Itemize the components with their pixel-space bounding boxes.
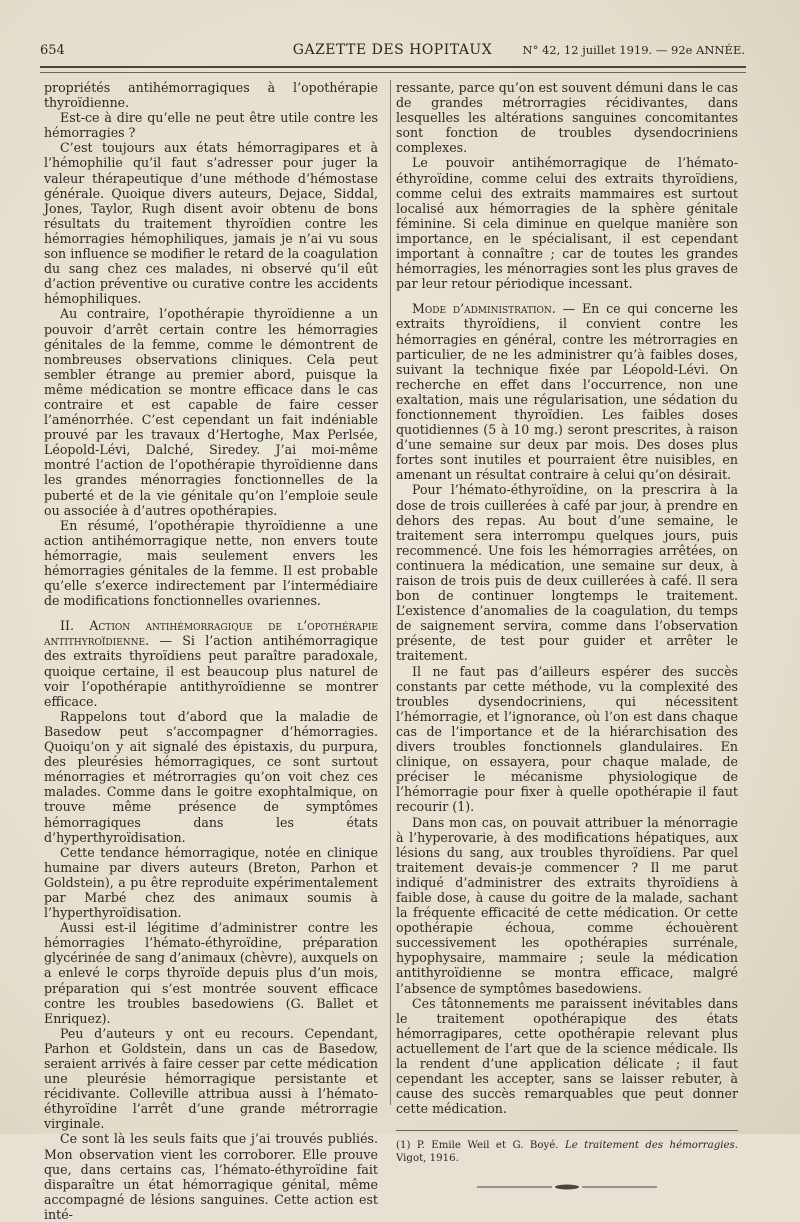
left-column <box>44 80 378 1222</box>
end-ornament <box>396 1179 738 1194</box>
page-header <box>40 40 745 62</box>
issue-info: N° 42, 12 juillet 1919. — 92e ANNÉE. <box>522 43 745 57</box>
paragraph: Est-ce à dire qu’elle ne peut être utile contre les hémorragies ? <box>44 110 378 141</box>
paragraph: Cette tendance hémorragique, notée en clinique humaine par divers auteurs (Breton, Parhon et Goldstein), a pu être reproduite expérimentalement par Marbé chez des animaux soumis à l’hyperthyroïdisation. <box>44 844 378 921</box>
paragraph: Rappelons tout d’abord que la maladie de Basedow peut s’accompagner d’hémorragies. Quoiqu’on y ait signalé des épistaxis, du purpura, des pleurésies hémorragiques, ce sont surtout ménorragies et métrorragies qu’on voit chez ces malades. Comme dans le goitre exophtalmique, on trouve même présence de symptômes hémorragiques dans les états d’hyperthyroïdisation. <box>44 708 378 845</box>
header-rule <box>40 66 746 68</box>
section-text: — Si l’action antihémorragique des extraits thyroïdiens peut paraître paradoxale, quoique certaine, il est beaucoup plus naturel de voir l’opothérapie antithyroïdienne se montrer efficace. <box>44 633 378 709</box>
footnote-authors: (1) P. Emile Weil et G. Boyé. <box>396 1140 565 1152</box>
column-divider <box>390 80 391 1105</box>
section-heading: II. Action antihémorragique de l’opothérapie antithyroïdienne. <box>44 618 378 649</box>
paragraph: Pour l’hémato-éthyroïdine, on la prescrira à la dose de trois cuillerées à café par jour, à prendre en dehors des repas. Au bout d’une semaine, le traitement sera interrompu quelques jours, puis recommencé. Une fois les hémorragies arrêtées, on continuera la médication, une semaine sur deux, à raison de trois puis de deux cuillerées à café. Il sera bon de continuer longtemps le traitement. L’existence d’anomalies de la coagulation, du temps de saignement servira, comme dans l’observation présente, de test pour guider et arrêter le traitement. <box>396 482 738 664</box>
paragraph: Ce sont là les seuls faits que j’ai trouvés publiés. Mon observation vient les corroborer. Elle prouve que, dans certains cas, l’hémato-éthyroïdine fait disparaître un état hémorragique génital, même accompagné de lésions sanguines. Cette action est inté- <box>44 1131 378 1222</box>
paragraph: C’est toujours aux états hémorragipares et à l’hémophilie qu’il faut s’adresser pour juger la valeur thérapeutique d’une méthode d’hémostase générale. Quoique divers auteurs, Dejace, Siddal, Jones, Taylor, Rugh disent avoir obtenu de bons résultats du traitement thyroïdien contre les hémorragies hémophiliques, jamais je n’ai vu sous son influence se modifier le retard de la coagulation du sang chez ces malades, ni observé qu’il eût d’action préventive ou curative contre les accidents hémophiliques. <box>44 140 378 307</box>
paragraph: ressante, parce qu’on est souvent démuni dans le cas de grandes métrorragies récidivantes, dans lesquelles les altérations sanguines concomitantes sont fonction de troubles dysendocriniens complexes. <box>396 80 738 156</box>
paragraph: Ces tâtonnements me paraissent inévitables dans le traitement opothérapique des états hémorragipares, cette opothérapie relevant plus actuellement de l’art que de la science médicale. Ils la rendent d’une application délicate ; il faut cependant les accepter, sans se laisser rebuter, à cause des succès remarquables que peut donner cette médication. <box>396 995 738 1117</box>
footnote-publisher: Vigot, 1916. <box>396 1153 459 1165</box>
paragraph: Au contraire, l’opothérapie thyroïdienne a un pouvoir d’arrêt certain contre les hémorragies génitales de la femme, comme le démontrent de nombreuses observations cliniques. Cela peut sembler étrange au premier abord, puisque la même médication se montre efficace dans le cas contraire et est capable de faire cesser l’aménorrhée. C’est cependant un fait indéniable prouvé par les travaux d’Hertoghe, Max Perlsée, Léopold-Lévi, Dalché, Siredey. J’ai moi-même montré l’action de l’opothérapie thyroïdienne dans les grandes ménorragies fonctionnelles de la puberté et de la vie génitale qu’on l’emploie seule ou associée à d’autres opothérapies. <box>44 306 378 518</box>
paragraph: Peu d’auteurs y ont eu recours. Cependant, Parhon et Goldstein, dans un cas de Basedow, seraient arrivés à faire cesser par cette médication une pleurésie hémorragique persistante et récidivante. Colleville attribua aussi à l’hémato-éthyroïdine l’arrêt d’une grande métrorragie virginale. <box>44 1025 378 1132</box>
footnote-rule <box>396 1130 738 1131</box>
paragraph: En résumé, l’opothérapie thyroïdienne a une action antihémorragique nette, non envers toute hémorragie, mais seulement envers les hémorragies génitales de la femme. Il est probable qu’elle s’exerce indirectement par l’intermédiaire de modifications fonctionnelles ovariennes. <box>44 517 378 609</box>
page-number: 654 <box>40 43 65 58</box>
header-rule-thin <box>40 72 746 73</box>
footnote-title: Le traitement des hémorragies. <box>564 1140 738 1152</box>
paragraph: propriétés antihémorragiques à l’opothérapie thyroïdienne. <box>44 80 378 111</box>
paragraph: Le pouvoir antihémorragique de l’hémato-éthyroïdine, comme celui des extraits thyroïdiens, comme celui des extraits mammaires est surtout localisé aux hémorragies de la sphère génitale féminine. Si cela diminue en quelque manière son importance, en le spécialisant, il est cependant important à connaître ; car de toutes les grandes hémorragies, les ménorragies sont les plus graves de par leur retour périodique incessant. <box>396 155 738 292</box>
section-text: — En ce qui concerne les extraits thyroïdiens, il convient contre les hémorragies en général, contre les métrorragies en particulier, de ne les administrer qu’à faibles doses, suivant la technique fixée par Léopold-Lévi. On recherche en effet dans l’occurrence, non une exaltation, mais une régularisation, une sédation du fonctionnement thyroïdien. Les faibles doses quotidiennes (5 à 10 mg.) seront prescrites, à raison d’une semaine sur deux par mois. Des doses plus fortes sont inutiles et pourraient être nuisibles, en amenant un résultat contraire à celui qu’on désirait. <box>396 301 739 483</box>
right-column <box>396 80 738 1194</box>
footnote <box>396 1139 738 1165</box>
paragraph: Dans mon cas, on pouvait attribuer la ménorragie à l’hyperovarie, à des modifications hépatiques, aux lésions du sang, aux troubles thyroïdiens. Par quel traitement devais-je commencer ? Il me parut indiqué d’administrer des extraits thyroïdiens à faible dose, à cause du goitre de la malade, sachant la fréquente efficacité de cette médication. Or cette opothérapie échoua, comme échouèrent successivement les opothérapies surrénale, hypophysaire, mammaire ; seule la médication antithyroïdienne se montra efficace, malgré l’absence de symptômes basedowiens. <box>396 814 738 996</box>
paragraph: Il ne faut pas d’ailleurs espérer des succès constants par cette méthode, vu la complexité des troubles dysendocriniens, qui nécessitent l’hémorragie, et l’ignorance, où l’on est dans chaque cas de l’importance et de la hiérarchisation des divers troubles fonctionnels glandulaires. En clinique, on essayera, pour chaque malade, de préciser le mécanisme physiologique de l’hémorragie pour fixer à quelle opothérapie il faut recourir (1). <box>396 663 738 815</box>
section-heading: Mode d’administration. <box>412 301 556 317</box>
journal-title: GAZETTE DES HOPITAUX <box>292 42 493 58</box>
section-paragraph <box>396 301 738 482</box>
section-paragraph <box>44 618 378 709</box>
ornament-rule-icon <box>477 1183 657 1191</box>
paragraph: Aussi est-il légitime d’administrer contre les hémorragies l’hémato-éthyroïdine, préparation glycérinée de sang d’animaux (chèvre), auxquels on a enlevé le corps thyroïde depuis plus d’un mois, préparation qui s’est montrée souvent efficace contre les troubles basedowiens (G. Ballet et Enriquez). <box>44 920 378 1026</box>
